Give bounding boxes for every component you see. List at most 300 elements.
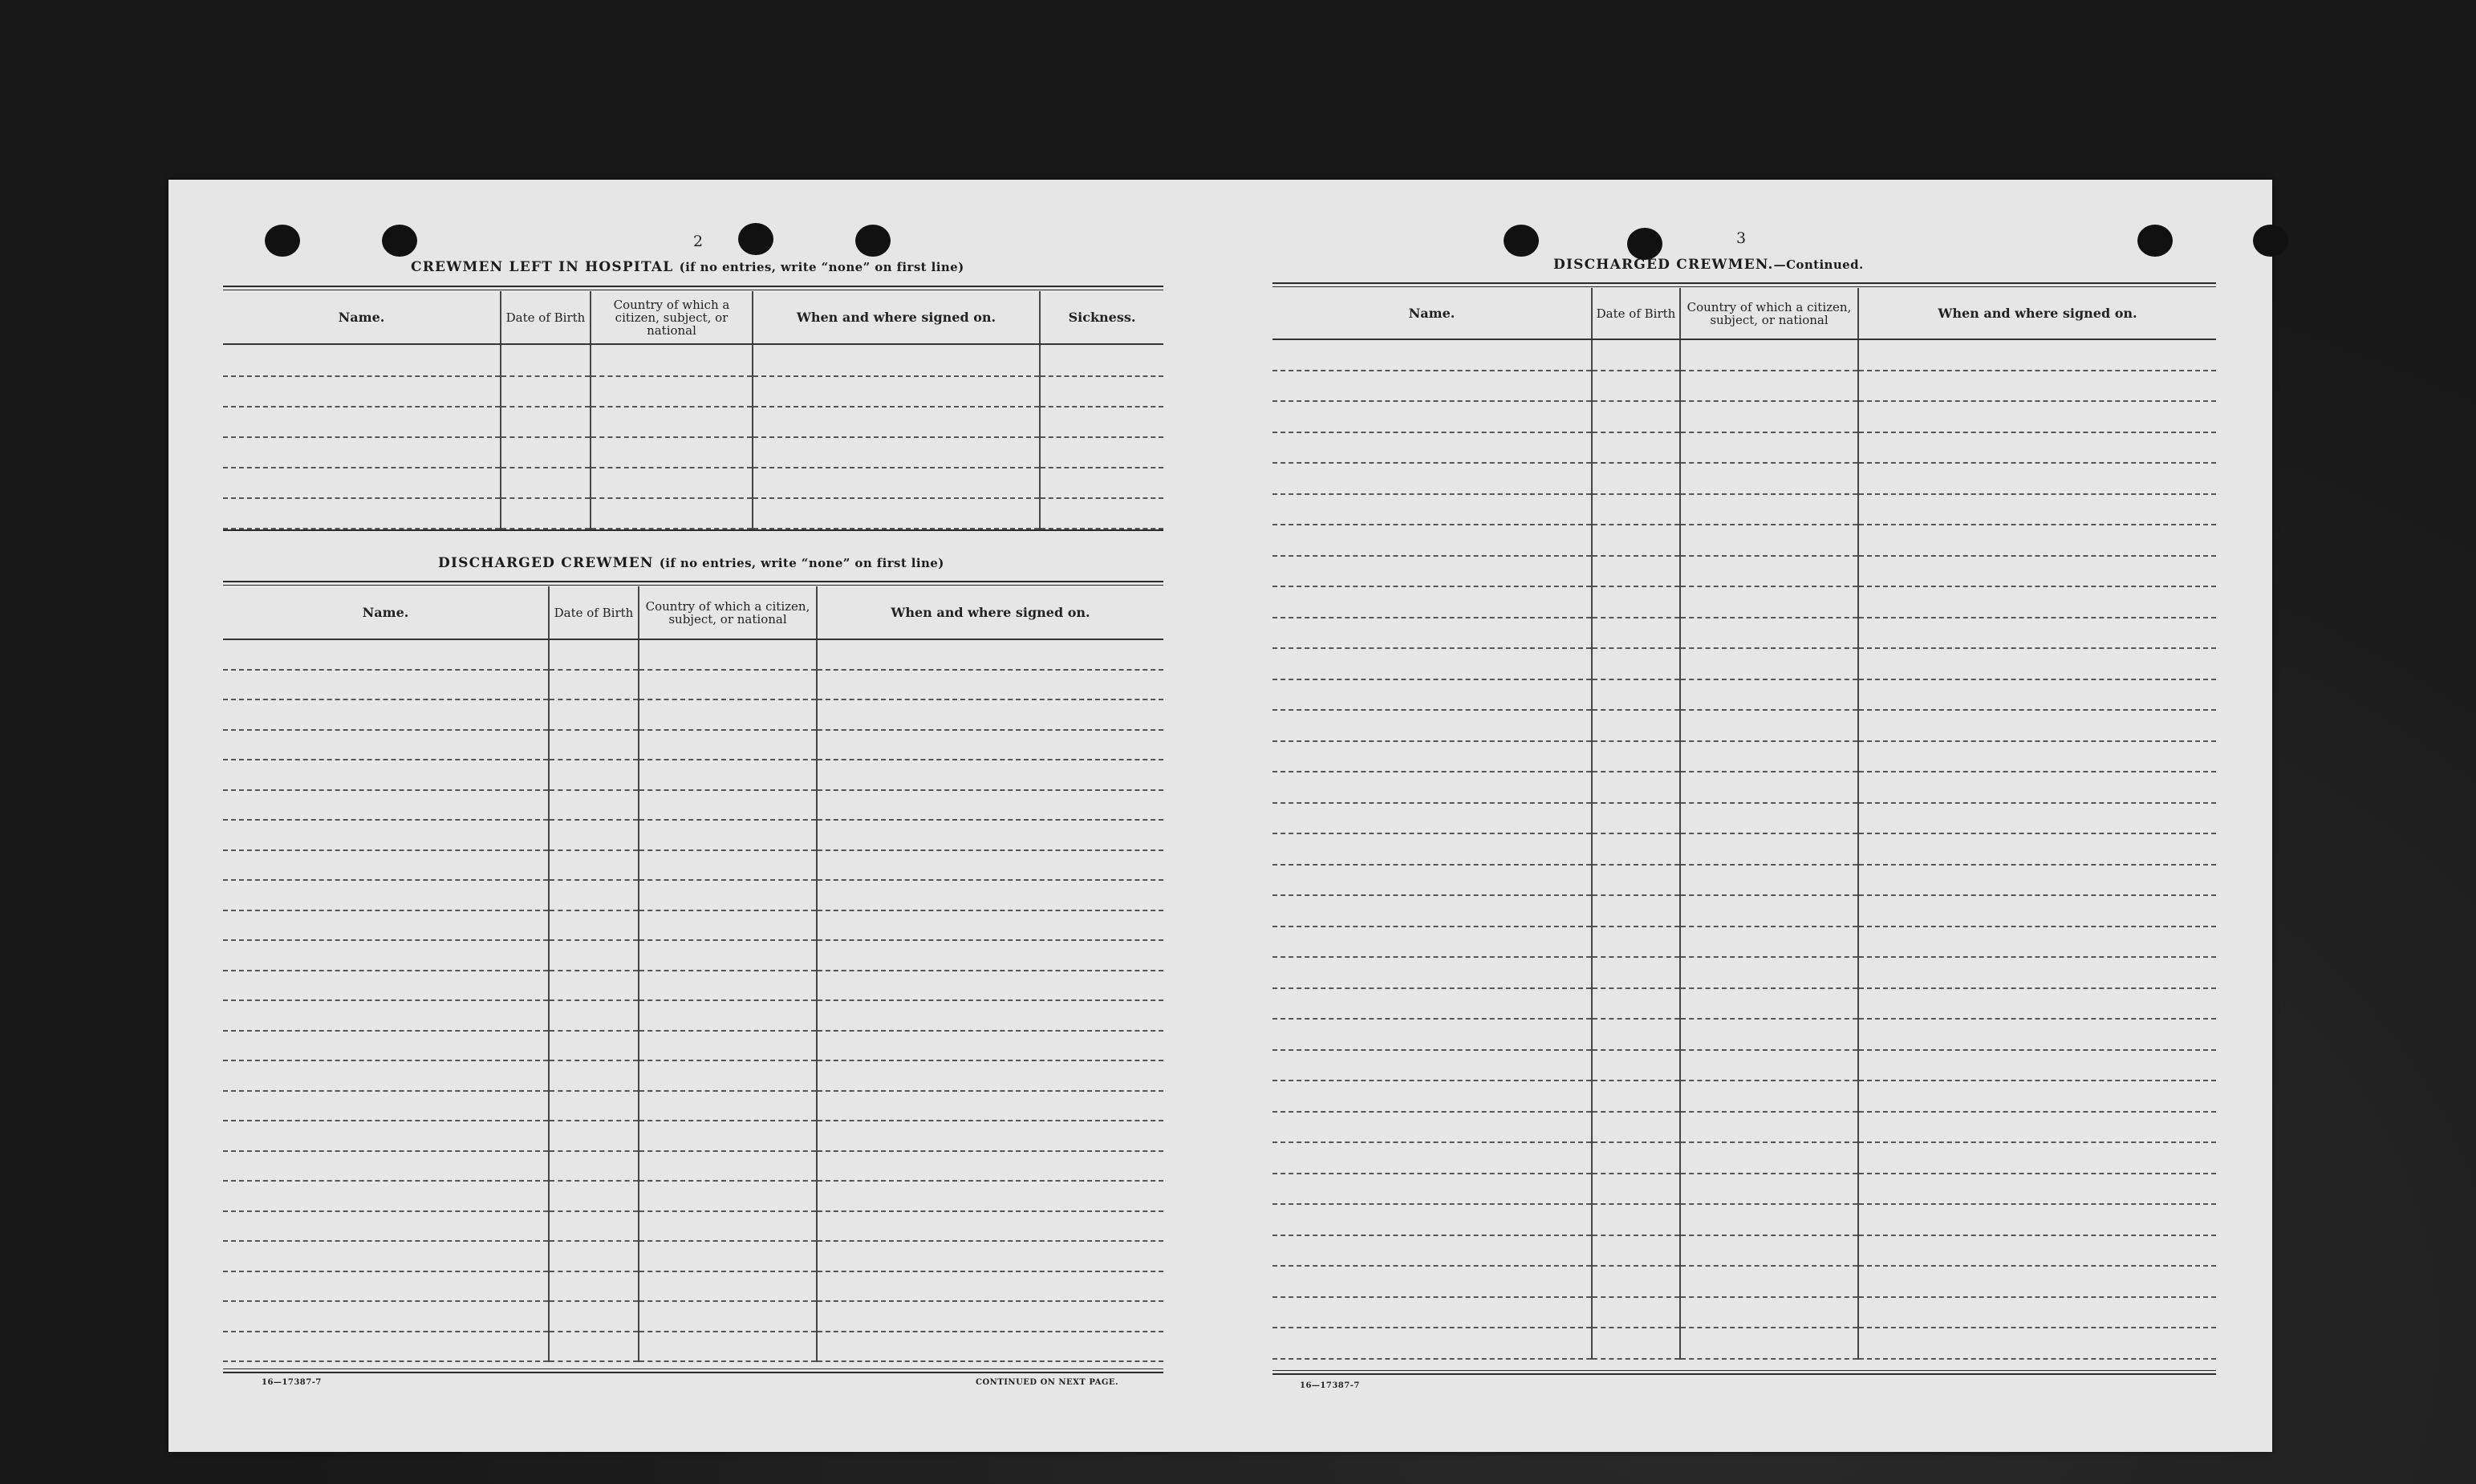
signed-on-cell[interactable] xyxy=(817,820,1163,850)
signed-on-cell[interactable] xyxy=(1858,1112,2216,1143)
dob-cell[interactable] xyxy=(1592,618,1680,649)
dob-cell[interactable] xyxy=(549,1241,639,1271)
country-cell[interactable] xyxy=(1680,679,1858,711)
signed-on-cell[interactable] xyxy=(1858,988,2216,1020)
signed-on-cell[interactable] xyxy=(753,344,1040,376)
dob-cell[interactable] xyxy=(549,1121,639,1151)
name-cell[interactable] xyxy=(1273,586,1592,618)
country-cell[interactable] xyxy=(639,1151,817,1182)
country-cell[interactable] xyxy=(639,639,817,670)
left-page xyxy=(168,180,1212,1452)
name-cell[interactable] xyxy=(223,1091,549,1121)
table-row xyxy=(1273,710,2216,741)
sickness-cell[interactable] xyxy=(1040,376,1163,407)
name-cell[interactable] xyxy=(223,1211,549,1242)
table-row xyxy=(223,730,1163,760)
signed-on-cell[interactable] xyxy=(1858,1081,2216,1112)
country-cell[interactable] xyxy=(1680,1050,1858,1081)
country-cell[interactable] xyxy=(1680,895,1858,926)
dob-cell[interactable] xyxy=(1592,895,1680,926)
col-signed-on: When and where signed on. xyxy=(817,586,1163,639)
name-cell[interactable] xyxy=(1273,772,1592,803)
table-row xyxy=(1273,494,2216,525)
dob-cell[interactable] xyxy=(501,344,591,376)
dob-cell[interactable] xyxy=(549,1211,639,1242)
dob-cell[interactable] xyxy=(549,850,639,881)
name-cell[interactable] xyxy=(223,940,549,971)
country-cell[interactable] xyxy=(1680,1266,1858,1297)
country-cell[interactable] xyxy=(591,437,753,468)
name-cell[interactable] xyxy=(1273,865,1592,896)
country-cell[interactable] xyxy=(1680,432,1858,464)
signed-on-cell[interactable] xyxy=(817,1121,1163,1151)
signed-on-cell[interactable] xyxy=(1858,1297,2216,1328)
dob-cell[interactable] xyxy=(549,670,639,700)
name-cell[interactable] xyxy=(1273,1266,1592,1297)
country-cell[interactable] xyxy=(1680,988,1858,1020)
name-cell[interactable] xyxy=(1273,401,1592,432)
country-cell[interactable] xyxy=(1680,1112,1858,1143)
dob-cell[interactable] xyxy=(1592,371,1680,402)
table-row xyxy=(1273,648,2216,679)
name-cell[interactable] xyxy=(1273,1081,1592,1112)
country-cell[interactable] xyxy=(1680,648,1858,679)
name-cell[interactable] xyxy=(1273,648,1592,679)
dob-cell[interactable] xyxy=(1592,1174,1680,1205)
country-cell[interactable] xyxy=(639,1301,817,1332)
name-cell[interactable] xyxy=(223,790,549,821)
country-cell[interactable] xyxy=(639,1241,817,1271)
signed-on-cell[interactable] xyxy=(1858,710,2216,741)
dob-cell[interactable] xyxy=(549,940,639,971)
name-cell[interactable] xyxy=(1273,741,1592,772)
signed-on-cell[interactable] xyxy=(817,1301,1163,1332)
name-cell[interactable] xyxy=(1273,926,1592,958)
signed-on-cell[interactable] xyxy=(753,407,1040,437)
dob-cell[interactable] xyxy=(1592,1297,1680,1328)
sickness-cell[interactable] xyxy=(1040,498,1163,529)
signed-on-cell[interactable] xyxy=(817,1031,1163,1061)
table-row xyxy=(1273,1204,2216,1235)
col-date-of-birth: Date of Birth xyxy=(1592,288,1680,339)
signed-on-cell[interactable] xyxy=(1858,401,2216,432)
signed-on-cell[interactable] xyxy=(1858,648,2216,679)
country-cell[interactable] xyxy=(639,1332,817,1362)
country-cell[interactable] xyxy=(639,699,817,730)
col-name: Name. xyxy=(1273,288,1592,339)
col-name: Name. xyxy=(223,291,501,344)
dob-cell[interactable] xyxy=(1592,586,1680,618)
dob-cell[interactable] xyxy=(549,639,639,670)
form-spread xyxy=(168,180,2272,1452)
discharged-section-title xyxy=(438,555,944,571)
table-row xyxy=(223,1271,1163,1302)
dob-cell[interactable] xyxy=(549,820,639,850)
signed-on-cell[interactable] xyxy=(817,1271,1163,1302)
country-cell[interactable] xyxy=(1680,339,1858,371)
name-cell[interactable] xyxy=(1273,1235,1592,1267)
country-cell[interactable] xyxy=(1680,926,1858,958)
dob-cell[interactable] xyxy=(1592,432,1680,464)
dob-cell[interactable] xyxy=(1592,741,1680,772)
name-cell[interactable] xyxy=(1273,988,1592,1020)
name-cell[interactable] xyxy=(223,344,501,376)
page-number: 3 xyxy=(1736,229,1747,247)
dob-cell[interactable] xyxy=(1592,1328,1680,1359)
dob-cell[interactable] xyxy=(549,1301,639,1332)
dob-cell[interactable] xyxy=(1592,710,1680,741)
signed-on-cell[interactable] xyxy=(1858,1235,2216,1267)
country-cell[interactable] xyxy=(1680,710,1858,741)
dob-cell[interactable] xyxy=(1592,926,1680,958)
country-cell[interactable] xyxy=(1680,494,1858,525)
signed-on-cell[interactable] xyxy=(1858,1019,2216,1050)
name-cell[interactable] xyxy=(223,880,549,910)
name-cell[interactable] xyxy=(1273,1328,1592,1359)
name-cell[interactable] xyxy=(223,1241,549,1271)
dob-cell[interactable] xyxy=(501,376,591,407)
dob-cell[interactable] xyxy=(549,790,639,821)
signed-on-cell[interactable] xyxy=(753,498,1040,529)
name-cell[interactable] xyxy=(1273,895,1592,926)
country-cell[interactable] xyxy=(1680,1235,1858,1267)
dob-cell[interactable] xyxy=(549,1332,639,1362)
country-cell[interactable] xyxy=(639,1031,817,1061)
name-cell[interactable] xyxy=(223,1332,549,1362)
dob-cell[interactable] xyxy=(549,1091,639,1121)
signed-on-cell[interactable] xyxy=(817,1060,1163,1091)
dob-cell[interactable] xyxy=(1592,463,1680,494)
signed-on-cell[interactable] xyxy=(817,760,1163,790)
signed-on-cell[interactable] xyxy=(1858,371,2216,402)
dob-cell[interactable] xyxy=(549,1181,639,1211)
country-cell[interactable] xyxy=(1680,1204,1858,1235)
country-cell[interactable] xyxy=(1680,1142,1858,1174)
country-cell[interactable] xyxy=(1680,463,1858,494)
rule xyxy=(223,1372,1163,1373)
signed-on-cell[interactable] xyxy=(1858,556,2216,587)
name-cell[interactable] xyxy=(1273,1019,1592,1050)
table-row xyxy=(223,639,1163,670)
name-cell[interactable] xyxy=(223,407,501,437)
signed-on-cell[interactable] xyxy=(1858,1266,2216,1297)
hospital-table xyxy=(223,291,1163,529)
signed-on-cell[interactable] xyxy=(817,1151,1163,1182)
table-row xyxy=(223,910,1163,941)
table-row xyxy=(1273,865,2216,896)
sickness-cell[interactable] xyxy=(1040,468,1163,498)
table-row xyxy=(223,820,1163,850)
name-cell[interactable] xyxy=(1273,556,1592,587)
country-cell[interactable] xyxy=(1680,865,1858,896)
sickness-cell[interactable] xyxy=(1040,437,1163,468)
country-cell[interactable] xyxy=(1680,772,1858,803)
signed-on-cell[interactable] xyxy=(817,730,1163,760)
dob-cell[interactable] xyxy=(1592,556,1680,587)
name-cell[interactable] xyxy=(223,639,549,670)
signed-on-cell[interactable] xyxy=(817,1091,1163,1121)
country-cell[interactable] xyxy=(639,790,817,821)
name-cell[interactable] xyxy=(1273,1204,1592,1235)
dob-cell[interactable] xyxy=(549,760,639,790)
sickness-cell[interactable] xyxy=(1040,344,1163,376)
name-cell[interactable] xyxy=(223,1301,549,1332)
dob-cell[interactable] xyxy=(501,437,591,468)
dob-cell[interactable] xyxy=(1592,1142,1680,1174)
name-cell[interactable] xyxy=(1273,494,1592,525)
country-cell[interactable] xyxy=(639,670,817,700)
name-cell[interactable] xyxy=(223,699,549,730)
dob-cell[interactable] xyxy=(1592,401,1680,432)
dob-cell[interactable] xyxy=(549,880,639,910)
name-cell[interactable] xyxy=(1273,1050,1592,1081)
name-cell[interactable] xyxy=(223,1031,549,1061)
discharged-continued-table xyxy=(1273,288,2216,1360)
dob-cell[interactable] xyxy=(1592,648,1680,679)
country-cell[interactable] xyxy=(1680,1174,1858,1205)
name-cell[interactable] xyxy=(223,820,549,850)
rule xyxy=(223,581,1163,582)
signed-on-cell[interactable] xyxy=(817,850,1163,881)
country-cell[interactable] xyxy=(639,940,817,971)
signed-on-cell[interactable] xyxy=(817,639,1163,670)
table-row xyxy=(223,468,1163,498)
dob-cell[interactable] xyxy=(1592,494,1680,525)
signed-on-cell[interactable] xyxy=(817,1181,1163,1211)
name-cell[interactable] xyxy=(223,437,501,468)
dob-cell[interactable] xyxy=(549,1060,639,1091)
signed-on-cell[interactable] xyxy=(817,1211,1163,1242)
name-cell[interactable] xyxy=(223,971,549,1001)
signed-on-cell[interactable] xyxy=(753,468,1040,498)
name-cell[interactable] xyxy=(1273,463,1592,494)
signed-on-cell[interactable] xyxy=(1858,618,2216,649)
signed-on-cell[interactable] xyxy=(1858,432,2216,464)
signed-on-cell[interactable] xyxy=(817,1332,1163,1362)
dob-cell[interactable] xyxy=(1592,1050,1680,1081)
dob-cell[interactable] xyxy=(1592,865,1680,896)
country-cell[interactable] xyxy=(1680,1019,1858,1050)
country-cell[interactable] xyxy=(591,407,753,437)
table-row xyxy=(223,1181,1163,1211)
signed-on-cell[interactable] xyxy=(1858,833,2216,865)
rule xyxy=(223,529,1163,531)
dob-cell[interactable] xyxy=(1592,988,1680,1020)
name-cell[interactable] xyxy=(223,468,501,498)
name-cell[interactable] xyxy=(223,1151,549,1182)
name-cell[interactable] xyxy=(1273,371,1592,402)
table-row xyxy=(1273,586,2216,618)
signed-on-cell[interactable] xyxy=(1858,926,2216,958)
dob-cell[interactable] xyxy=(549,1271,639,1302)
dob-cell[interactable] xyxy=(1592,679,1680,711)
country-cell[interactable] xyxy=(1680,1081,1858,1112)
table-row xyxy=(223,1031,1163,1061)
signed-on-cell[interactable] xyxy=(1858,957,2216,988)
country-cell[interactable] xyxy=(639,1091,817,1121)
signed-on-cell[interactable] xyxy=(1858,741,2216,772)
name-cell[interactable] xyxy=(223,670,549,700)
country-cell[interactable] xyxy=(1680,371,1858,402)
country-cell[interactable] xyxy=(591,376,753,407)
sickness-cell[interactable] xyxy=(1040,407,1163,437)
dob-cell[interactable] xyxy=(549,1031,639,1061)
name-cell[interactable] xyxy=(223,1121,549,1151)
punch-hole xyxy=(265,225,300,257)
name-cell[interactable] xyxy=(223,498,501,529)
dob-cell[interactable] xyxy=(501,498,591,529)
name-cell[interactable] xyxy=(1273,339,1592,371)
country-cell[interactable] xyxy=(1680,1297,1858,1328)
table-row xyxy=(223,1301,1163,1332)
country-cell[interactable] xyxy=(639,1211,817,1242)
signed-on-cell[interactable] xyxy=(1858,1050,2216,1081)
name-cell[interactable] xyxy=(1273,525,1592,556)
table-row xyxy=(1273,1050,2216,1081)
country-cell[interactable] xyxy=(1680,1328,1858,1359)
table-row xyxy=(223,1121,1163,1151)
name-cell[interactable] xyxy=(223,1060,549,1091)
country-cell[interactable] xyxy=(1680,803,1858,834)
country-cell[interactable] xyxy=(1680,741,1858,772)
col-signed-on: When and where signed on. xyxy=(753,291,1040,344)
name-cell[interactable] xyxy=(223,730,549,760)
country-cell[interactable] xyxy=(639,880,817,910)
signed-on-cell[interactable] xyxy=(1858,895,2216,926)
signed-on-cell[interactable] xyxy=(1858,865,2216,896)
country-cell[interactable] xyxy=(639,1121,817,1151)
name-cell[interactable] xyxy=(1273,679,1592,711)
country-cell[interactable] xyxy=(591,498,753,529)
country-cell[interactable] xyxy=(639,730,817,760)
dob-cell[interactable] xyxy=(1592,1112,1680,1143)
country-cell[interactable] xyxy=(639,820,817,850)
signed-on-cell[interactable] xyxy=(753,376,1040,407)
country-cell[interactable] xyxy=(639,971,817,1001)
name-cell[interactable] xyxy=(1273,710,1592,741)
dob-cell[interactable] xyxy=(1592,525,1680,556)
col-name: Name. xyxy=(223,586,549,639)
punch-hole xyxy=(1504,225,1539,257)
country-cell[interactable] xyxy=(1680,556,1858,587)
country-cell[interactable] xyxy=(1680,957,1858,988)
country-cell[interactable] xyxy=(639,850,817,881)
rule xyxy=(223,286,1163,287)
name-cell[interactable] xyxy=(1273,1297,1592,1328)
name-cell[interactable] xyxy=(1273,957,1592,988)
col-date-of-birth: Date of Birth xyxy=(549,586,639,639)
dob-cell[interactable] xyxy=(549,1151,639,1182)
country-cell[interactable] xyxy=(639,1060,817,1091)
dob-cell[interactable] xyxy=(501,407,591,437)
country-cell[interactable] xyxy=(639,1271,817,1302)
signed-on-cell[interactable] xyxy=(817,1000,1163,1031)
name-cell[interactable] xyxy=(223,376,501,407)
country-cell[interactable] xyxy=(1680,586,1858,618)
country-cell[interactable] xyxy=(639,910,817,941)
name-cell[interactable] xyxy=(1273,803,1592,834)
signed-on-cell[interactable] xyxy=(1858,1328,2216,1359)
dob-cell[interactable] xyxy=(549,971,639,1001)
signed-on-cell[interactable] xyxy=(1858,1142,2216,1174)
signed-on-cell[interactable] xyxy=(1858,525,2216,556)
country-cell[interactable] xyxy=(639,1000,817,1031)
table-row xyxy=(1273,1328,2216,1359)
dob-cell[interactable] xyxy=(1592,339,1680,371)
dob-cell[interactable] xyxy=(1592,772,1680,803)
country-cell[interactable] xyxy=(639,1181,817,1211)
table-row xyxy=(223,1151,1163,1182)
signed-on-cell[interactable] xyxy=(817,910,1163,941)
country-cell[interactable] xyxy=(1680,401,1858,432)
signed-on-cell[interactable] xyxy=(817,699,1163,730)
signed-on-cell[interactable] xyxy=(1858,1174,2216,1205)
signed-on-cell[interactable] xyxy=(753,437,1040,468)
dob-cell[interactable] xyxy=(1592,1235,1680,1267)
country-cell[interactable] xyxy=(1680,525,1858,556)
name-cell[interactable] xyxy=(1273,1174,1592,1205)
signed-on-cell[interactable] xyxy=(817,790,1163,821)
name-cell[interactable] xyxy=(223,760,549,790)
name-cell[interactable] xyxy=(1273,833,1592,865)
name-cell[interactable] xyxy=(223,1181,549,1211)
signed-on-cell[interactable] xyxy=(1858,339,2216,371)
dob-cell[interactable] xyxy=(549,699,639,730)
signed-on-cell[interactable] xyxy=(1858,679,2216,711)
name-cell[interactable] xyxy=(1273,1112,1592,1143)
continued-note: CONTINUED ON NEXT PAGE. xyxy=(976,1378,1119,1387)
name-cell[interactable] xyxy=(1273,1142,1592,1174)
dob-cell[interactable] xyxy=(549,730,639,760)
dob-cell[interactable] xyxy=(1592,1266,1680,1297)
signed-on-cell[interactable] xyxy=(817,1241,1163,1271)
table-row xyxy=(223,498,1163,529)
signed-on-cell[interactable] xyxy=(817,971,1163,1001)
name-cell[interactable] xyxy=(1273,432,1592,464)
signed-on-cell[interactable] xyxy=(1858,463,2216,494)
name-cell[interactable] xyxy=(223,1000,549,1031)
dob-cell[interactable] xyxy=(1592,1081,1680,1112)
dob-cell[interactable] xyxy=(549,1000,639,1031)
dob-cell[interactable] xyxy=(1592,957,1680,988)
dob-cell[interactable] xyxy=(1592,833,1680,865)
dob-cell[interactable] xyxy=(1592,1204,1680,1235)
table-row xyxy=(1273,895,2216,926)
name-cell[interactable] xyxy=(223,1271,549,1302)
signed-on-cell[interactable] xyxy=(1858,803,2216,834)
dob-cell[interactable] xyxy=(501,468,591,498)
country-cell[interactable] xyxy=(591,468,753,498)
name-cell[interactable] xyxy=(223,850,549,881)
signed-on-cell[interactable] xyxy=(1858,494,2216,525)
dob-cell[interactable] xyxy=(549,910,639,941)
signed-on-cell[interactable] xyxy=(1858,586,2216,618)
dob-cell[interactable] xyxy=(1592,803,1680,834)
signed-on-cell[interactable] xyxy=(817,940,1163,971)
name-cell[interactable] xyxy=(223,910,549,941)
country-cell[interactable] xyxy=(1680,833,1858,865)
col-date-of-birth: Date of Birth xyxy=(501,291,591,344)
country-cell[interactable] xyxy=(591,344,753,376)
signed-on-cell[interactable] xyxy=(817,670,1163,700)
name-cell[interactable] xyxy=(1273,618,1592,649)
country-cell[interactable] xyxy=(1680,618,1858,649)
signed-on-cell[interactable] xyxy=(1858,772,2216,803)
country-cell[interactable] xyxy=(639,760,817,790)
dob-cell[interactable] xyxy=(1592,1019,1680,1050)
signed-on-cell[interactable] xyxy=(1858,1204,2216,1235)
signed-on-cell[interactable] xyxy=(817,880,1163,910)
